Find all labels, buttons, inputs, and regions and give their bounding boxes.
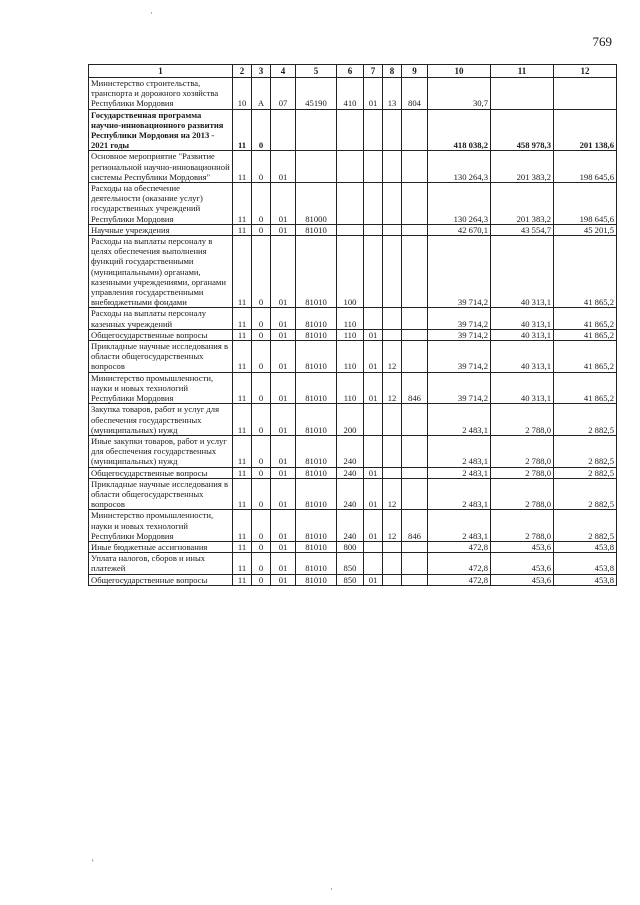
table-cell: 01 bbox=[271, 553, 296, 574]
row-label: Закупка товаров, работ и услуг для обеспечения государственных (муниципальных) нужд bbox=[89, 404, 233, 436]
table-cell: 850 bbox=[337, 574, 364, 585]
table-cell: 01 bbox=[271, 574, 296, 585]
table-cell: 2 788,0 bbox=[491, 478, 554, 510]
table-row bbox=[89, 553, 617, 574]
table-cell bbox=[383, 183, 402, 225]
table-cell bbox=[402, 404, 428, 436]
table-cell: 01 bbox=[271, 541, 296, 552]
table-cell: 0 bbox=[252, 553, 271, 574]
row-label: Уплата налогов, сборов и иных платежей bbox=[89, 553, 233, 574]
column-header: 6 bbox=[337, 65, 364, 78]
table-cell: 81010 bbox=[296, 236, 337, 308]
table-cell: 850 bbox=[337, 553, 364, 574]
table-cell: 81010 bbox=[296, 478, 337, 510]
table-cell: 453,8 bbox=[554, 553, 617, 574]
table-cell: 453,6 bbox=[491, 541, 554, 552]
table-cell: 0 bbox=[252, 183, 271, 225]
table-cell: 10 bbox=[233, 78, 252, 110]
table-cell: 453,8 bbox=[554, 541, 617, 552]
table-cell: 2 483,1 bbox=[428, 435, 491, 467]
table-cell bbox=[364, 224, 383, 235]
table-cell: 01 bbox=[271, 372, 296, 404]
row-label: Расходы на обеспечение деятельности (оказание услуг) государственных учреждений Республики Мордовия bbox=[89, 183, 233, 225]
table-cell bbox=[383, 236, 402, 308]
row-label: Министерство промышленности, науки и новых технологий Республики Мордовия bbox=[89, 372, 233, 404]
table-cell: 01 bbox=[271, 467, 296, 478]
row-label: Научные учреждения bbox=[89, 224, 233, 235]
table-cell: 2 483,1 bbox=[428, 467, 491, 478]
table-cell bbox=[383, 151, 402, 183]
table-cell: 81010 bbox=[296, 510, 337, 542]
column-header: 10 bbox=[428, 65, 491, 78]
table-cell: 0 bbox=[252, 308, 271, 329]
table-cell bbox=[402, 574, 428, 585]
table-cell: 11 bbox=[233, 510, 252, 542]
table-row bbox=[89, 541, 617, 552]
table-cell: 0 bbox=[252, 236, 271, 308]
row-label: Расходы на выплаты персоналу казенных учреждений bbox=[89, 308, 233, 329]
table-cell: 11 bbox=[233, 308, 252, 329]
page-number: 769 bbox=[592, 34, 612, 49]
table-cell: 12 bbox=[383, 372, 402, 404]
table-row bbox=[89, 372, 617, 404]
table-cell bbox=[402, 467, 428, 478]
table-row bbox=[89, 151, 617, 183]
table-cell: 43 554,7 bbox=[491, 224, 554, 235]
row-label: Прикладные научные исследования в области общегосударственных вопросов bbox=[89, 341, 233, 373]
table-cell bbox=[402, 183, 428, 225]
table-cell: 2 788,0 bbox=[491, 404, 554, 436]
budget-table-container bbox=[88, 64, 616, 586]
table-row bbox=[89, 574, 617, 585]
table-cell bbox=[383, 541, 402, 552]
column-header: 1 bbox=[89, 65, 233, 78]
table-cell bbox=[402, 224, 428, 235]
table-cell: 846 bbox=[402, 510, 428, 542]
table-cell bbox=[296, 151, 337, 183]
table-cell: 01 bbox=[271, 236, 296, 308]
table-row bbox=[89, 510, 617, 542]
column-header: 3 bbox=[252, 65, 271, 78]
table-cell bbox=[383, 109, 402, 151]
table-cell: 01 bbox=[364, 467, 383, 478]
table-cell: 418 038,2 bbox=[428, 109, 491, 151]
table-cell: 201 383,2 bbox=[491, 183, 554, 225]
table-cell: 81010 bbox=[296, 341, 337, 373]
table-cell bbox=[491, 78, 554, 110]
row-label: Государственная программа научно-инновационного развития Республики Мордовия на 2013 - 2021 годы bbox=[89, 109, 233, 151]
table-cell: 81010 bbox=[296, 435, 337, 467]
table-cell: 453,6 bbox=[491, 553, 554, 574]
table-cell bbox=[383, 574, 402, 585]
table-cell: 2 788,0 bbox=[491, 510, 554, 542]
table-cell: 11 bbox=[233, 109, 252, 151]
table-cell: 01 bbox=[271, 183, 296, 225]
table-cell bbox=[364, 435, 383, 467]
table-cell: 0 bbox=[252, 109, 271, 151]
table-cell: 198 645,6 bbox=[554, 183, 617, 225]
table-cell: 11 bbox=[233, 341, 252, 373]
scan-speck: · bbox=[150, 8, 153, 18]
table-cell: 11 bbox=[233, 574, 252, 585]
table-body bbox=[89, 78, 617, 586]
column-header: 12 bbox=[554, 65, 617, 78]
table-cell: 40 313,1 bbox=[491, 308, 554, 329]
table-cell bbox=[383, 435, 402, 467]
table-cell: 81010 bbox=[296, 372, 337, 404]
table-cell: 01 bbox=[271, 329, 296, 340]
row-label: Общегосударственные вопросы bbox=[89, 574, 233, 585]
table-cell bbox=[402, 308, 428, 329]
table-cell bbox=[364, 151, 383, 183]
table-cell: 01 bbox=[271, 341, 296, 373]
table-row bbox=[89, 224, 617, 235]
column-header: 4 bbox=[271, 65, 296, 78]
table-cell: 2 483,1 bbox=[428, 478, 491, 510]
table-cell: 2 483,1 bbox=[428, 404, 491, 436]
table-cell: 458 978,3 bbox=[491, 109, 554, 151]
table-cell bbox=[383, 308, 402, 329]
table-cell: 11 bbox=[233, 467, 252, 478]
row-label: Общегосударственные вопросы bbox=[89, 467, 233, 478]
table-cell bbox=[383, 329, 402, 340]
table-row bbox=[89, 467, 617, 478]
table-cell: 81010 bbox=[296, 541, 337, 552]
table-cell: 01 bbox=[271, 308, 296, 329]
table-cell: 0 bbox=[252, 435, 271, 467]
table-cell: 01 bbox=[364, 574, 383, 585]
table-row bbox=[89, 183, 617, 225]
table-cell: 110 bbox=[337, 329, 364, 340]
table-cell bbox=[271, 109, 296, 151]
table-cell bbox=[402, 341, 428, 373]
table-cell: 81010 bbox=[296, 308, 337, 329]
row-label: Министерство строительства, транспорта и дорожного хозяйства Республики Мордовия bbox=[89, 78, 233, 110]
table-cell bbox=[364, 541, 383, 552]
table-cell: 198 645,6 bbox=[554, 151, 617, 183]
table-cell: 0 bbox=[252, 341, 271, 373]
table-cell: 40 313,1 bbox=[491, 329, 554, 340]
table-cell: 0 bbox=[252, 404, 271, 436]
table-cell: 07 bbox=[271, 78, 296, 110]
table-cell: 81010 bbox=[296, 574, 337, 585]
table-cell: 240 bbox=[337, 510, 364, 542]
column-header: 9 bbox=[402, 65, 428, 78]
table-cell: 110 bbox=[337, 341, 364, 373]
table-cell: 41 865,2 bbox=[554, 308, 617, 329]
table-cell bbox=[383, 553, 402, 574]
column-header: 5 bbox=[296, 65, 337, 78]
table-row bbox=[89, 78, 617, 110]
table-row bbox=[89, 236, 617, 308]
table-cell bbox=[402, 541, 428, 552]
table-cell bbox=[402, 478, 428, 510]
row-label: Иные бюджетные ассигнования bbox=[89, 541, 233, 552]
scan-speck: ' bbox=[92, 858, 94, 868]
table-cell: 110 bbox=[337, 372, 364, 404]
table-cell: 01 bbox=[364, 478, 383, 510]
column-header: 8 bbox=[383, 65, 402, 78]
table-cell: 11 bbox=[233, 329, 252, 340]
table-cell: 01 bbox=[364, 372, 383, 404]
table-cell: 11 bbox=[233, 435, 252, 467]
row-label: Министерство промышленности, науки и новых технологий Республики Мордовия bbox=[89, 510, 233, 542]
table-cell: 41 865,2 bbox=[554, 341, 617, 373]
table-cell: 2 483,1 bbox=[428, 510, 491, 542]
table-cell bbox=[364, 308, 383, 329]
table-cell: 453,8 bbox=[554, 574, 617, 585]
table-cell bbox=[402, 109, 428, 151]
table-cell: 472,8 bbox=[428, 541, 491, 552]
table-cell bbox=[383, 404, 402, 436]
table-cell: 0 bbox=[252, 151, 271, 183]
table-cell: 0 bbox=[252, 574, 271, 585]
table-cell: 01 bbox=[271, 435, 296, 467]
table-row bbox=[89, 435, 617, 467]
table-cell bbox=[364, 553, 383, 574]
table-cell: 40 313,1 bbox=[491, 236, 554, 308]
table-cell bbox=[402, 236, 428, 308]
table-cell: 2 788,0 bbox=[491, 467, 554, 478]
table-cell: 11 bbox=[233, 372, 252, 404]
table-cell bbox=[337, 151, 364, 183]
table-cell: 100 bbox=[337, 236, 364, 308]
table-cell: 11 bbox=[233, 224, 252, 235]
table-row bbox=[89, 341, 617, 373]
table-cell: 804 bbox=[402, 78, 428, 110]
table-cell: 2 882,5 bbox=[554, 510, 617, 542]
table-cell: 800 bbox=[337, 541, 364, 552]
table-cell: 2 882,5 bbox=[554, 404, 617, 436]
table-cell: 01 bbox=[364, 341, 383, 373]
scan-speck: · bbox=[330, 884, 333, 894]
table-cell: 39 714,2 bbox=[428, 308, 491, 329]
table-cell: 81010 bbox=[296, 224, 337, 235]
table-cell: 410 bbox=[337, 78, 364, 110]
table-cell: 30,7 bbox=[428, 78, 491, 110]
table-cell: 472,8 bbox=[428, 553, 491, 574]
table-cell: 12 bbox=[383, 510, 402, 542]
table-cell: 11 bbox=[233, 478, 252, 510]
table-cell bbox=[554, 78, 617, 110]
table-cell: 01 bbox=[364, 78, 383, 110]
table-cell: 0 bbox=[252, 224, 271, 235]
table-cell: 240 bbox=[337, 467, 364, 478]
table-cell: 201 138,6 bbox=[554, 109, 617, 151]
table-row bbox=[89, 109, 617, 151]
row-label: Основное мероприятие "Развитие региональной научно-инновационной системы Республики Мордовия" bbox=[89, 151, 233, 183]
table-cell: А bbox=[252, 78, 271, 110]
table-cell: 11 bbox=[233, 183, 252, 225]
table-cell: 2 882,5 bbox=[554, 435, 617, 467]
table-cell: 40 313,1 bbox=[491, 372, 554, 404]
table-cell: 130 264,3 bbox=[428, 183, 491, 225]
table-cell: 39 714,2 bbox=[428, 236, 491, 308]
table-row bbox=[89, 404, 617, 436]
table-cell: 2 788,0 bbox=[491, 435, 554, 467]
budget-table bbox=[88, 64, 617, 586]
table-cell: 01 bbox=[364, 329, 383, 340]
table-cell: 39 714,2 bbox=[428, 341, 491, 373]
row-label: Общегосударственные вопросы bbox=[89, 329, 233, 340]
table-cell: 2 882,5 bbox=[554, 467, 617, 478]
table-cell: 11 bbox=[233, 236, 252, 308]
row-label: Прикладные научные исследования в области общегосударственных вопросов bbox=[89, 478, 233, 510]
table-cell: 01 bbox=[271, 404, 296, 436]
table-cell bbox=[402, 151, 428, 183]
table-cell: 12 bbox=[383, 478, 402, 510]
table-cell bbox=[402, 435, 428, 467]
column-header: 11 bbox=[491, 65, 554, 78]
table-cell bbox=[296, 109, 337, 151]
table-cell: 01 bbox=[271, 224, 296, 235]
table-cell: 39 714,2 bbox=[428, 372, 491, 404]
table-row bbox=[89, 308, 617, 329]
table-cell bbox=[337, 224, 364, 235]
table-cell: 81010 bbox=[296, 467, 337, 478]
table-cell: 0 bbox=[252, 372, 271, 404]
table-cell: 39 714,2 bbox=[428, 329, 491, 340]
table-cell: 0 bbox=[252, 478, 271, 510]
table-cell: 45 201,5 bbox=[554, 224, 617, 235]
table-cell: 200 bbox=[337, 404, 364, 436]
table-cell: 240 bbox=[337, 435, 364, 467]
table-cell: 41 865,2 bbox=[554, 329, 617, 340]
table-cell: 0 bbox=[252, 541, 271, 552]
table-cell bbox=[337, 109, 364, 151]
row-label: Иные закупки товаров, работ и услуг для обеспечения государственных (муниципальных) нужд bbox=[89, 435, 233, 467]
table-cell: 11 bbox=[233, 541, 252, 552]
table-cell: 01 bbox=[271, 510, 296, 542]
table-cell bbox=[383, 224, 402, 235]
table-cell: 12 bbox=[383, 341, 402, 373]
table-cell bbox=[383, 467, 402, 478]
table-cell: 81010 bbox=[296, 404, 337, 436]
table-cell: 01 bbox=[271, 478, 296, 510]
table-cell: 81010 bbox=[296, 329, 337, 340]
table-cell: 846 bbox=[402, 372, 428, 404]
table-cell bbox=[364, 109, 383, 151]
table-cell: 0 bbox=[252, 329, 271, 340]
table-cell: 2 882,5 bbox=[554, 478, 617, 510]
column-header: 7 bbox=[364, 65, 383, 78]
table-cell bbox=[337, 183, 364, 225]
table-cell: 110 bbox=[337, 308, 364, 329]
table-cell bbox=[364, 404, 383, 436]
table-cell: 81000 bbox=[296, 183, 337, 225]
table-cell: 240 bbox=[337, 478, 364, 510]
table-cell: 0 bbox=[252, 467, 271, 478]
table-cell: 81010 bbox=[296, 553, 337, 574]
table-cell: 42 670,1 bbox=[428, 224, 491, 235]
table-row bbox=[89, 329, 617, 340]
table-cell bbox=[402, 329, 428, 340]
table-cell: 11 bbox=[233, 553, 252, 574]
table-cell: 45190 bbox=[296, 78, 337, 110]
table-cell: 13 bbox=[383, 78, 402, 110]
table-cell: 472,8 bbox=[428, 574, 491, 585]
table-cell: 0 bbox=[252, 510, 271, 542]
table-cell: 201 383,2 bbox=[491, 151, 554, 183]
table-cell: 41 865,2 bbox=[554, 372, 617, 404]
table-cell: 40 313,1 bbox=[491, 341, 554, 373]
table-cell bbox=[364, 183, 383, 225]
table-cell: 130 264,3 bbox=[428, 151, 491, 183]
table-cell: 11 bbox=[233, 404, 252, 436]
column-header: 2 bbox=[233, 65, 252, 78]
table-cell: 01 bbox=[271, 151, 296, 183]
table-cell bbox=[364, 236, 383, 308]
table-cell bbox=[402, 553, 428, 574]
row-label: Расходы на выплаты персоналу в целях обеспечения выполнения функций государственными (муниципальными) органами, казенными учреждениями, органами управления государственными внебюджетными фондами bbox=[89, 236, 233, 308]
table-cell: 11 bbox=[233, 151, 252, 183]
table-cell: 41 865,2 bbox=[554, 236, 617, 308]
table-cell: 453,6 bbox=[491, 574, 554, 585]
table-header-row bbox=[89, 65, 617, 78]
table-cell: 01 bbox=[364, 510, 383, 542]
table-row bbox=[89, 478, 617, 510]
